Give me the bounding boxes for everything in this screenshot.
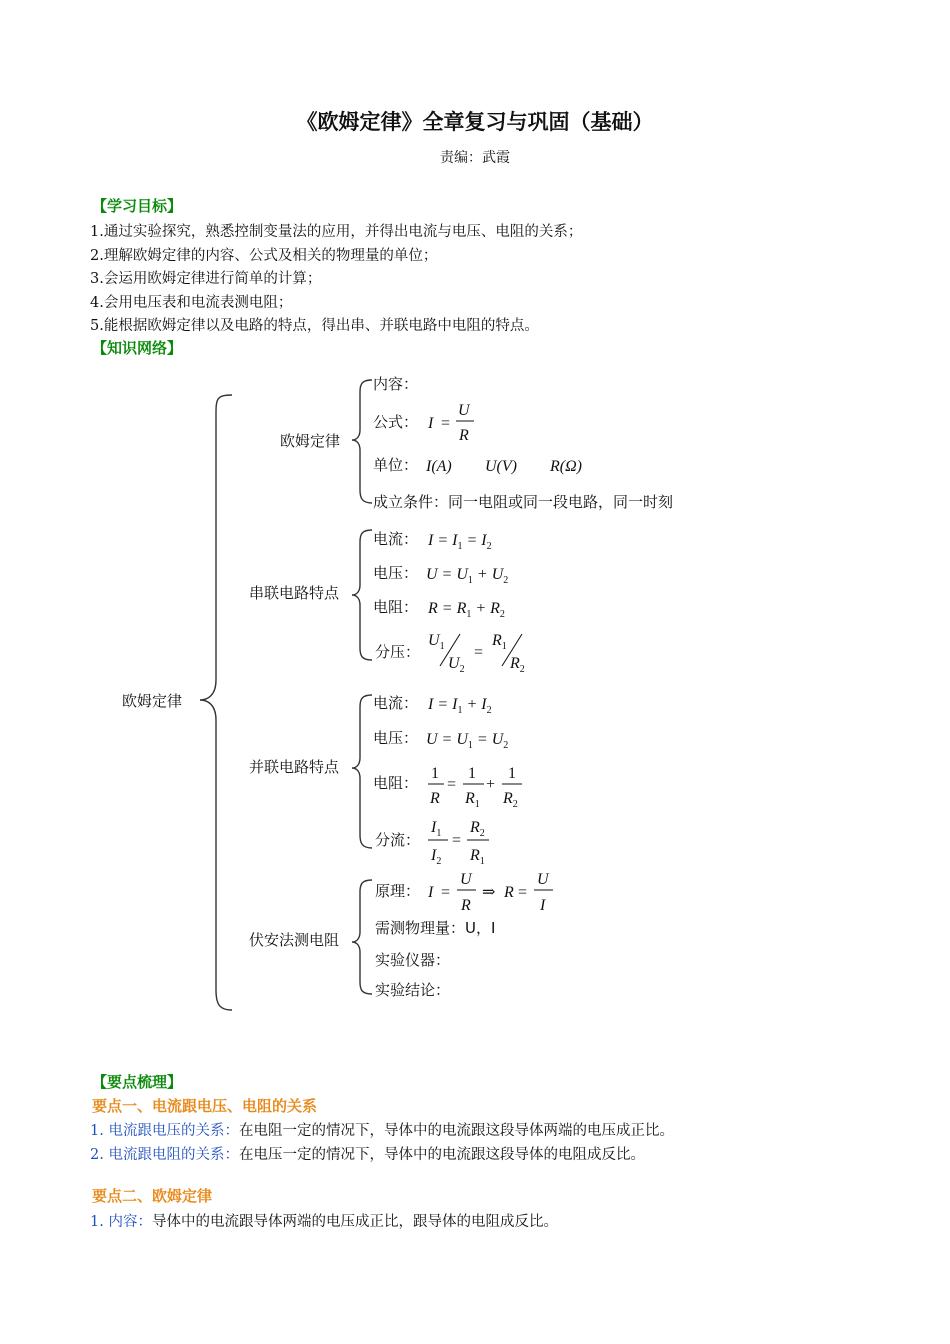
leaf: 电压：	[373, 564, 419, 582]
svg-text:R2: $R_2$	[503, 790, 518, 810]
svg-text:R1: $R_1$	[465, 790, 480, 810]
leaf: 公式：	[373, 413, 419, 431]
svg-text:=: =	[474, 644, 484, 661]
leaf: 电流：	[373, 530, 419, 548]
root-label: 欧姆定律	[122, 692, 183, 710]
svg-text:I2: $I_2$	[431, 847, 442, 867]
svg-text:1: 1	[468, 765, 476, 782]
svg-text:I: I	[540, 897, 546, 914]
goal-item: 4.会用电压表和电流表测电阻；	[90, 295, 293, 311]
leaf: 电阻：	[373, 774, 419, 792]
leaf: 电流：	[373, 694, 419, 712]
svg-text:=: =	[518, 884, 528, 901]
svg-text:1: 1	[508, 765, 516, 782]
leaf: 内容：	[373, 375, 419, 393]
svg-text:I = I1 + I2: $I = I_1 + I_2$	[428, 696, 492, 716]
svg-text:I: I	[428, 884, 434, 901]
branch-label-parallel: 并联电路特点	[249, 758, 340, 776]
svg-text:R2: $R_2$	[510, 655, 525, 675]
svg-text:U1: $U_1$	[428, 632, 445, 652]
goal-item: 3.会运用欧姆定律进行简单的计算；	[90, 271, 322, 287]
svg-text:=: =	[441, 415, 451, 432]
keypoint-item-text: 在电阻一定的情况下，导体中的电流跟这段导体两端的电压成正比。	[238, 1123, 674, 1139]
branch-brace	[352, 880, 372, 994]
goal-item: 5.能根据欧姆定律以及电路的特点，得出串、并联电路中电阻的特点。	[90, 318, 539, 334]
leaf: 电阻：	[373, 598, 419, 616]
goal-item: 2.理解欧姆定律的内容、公式及相关的物理量的单位；	[90, 248, 438, 264]
svg-text:1: 1	[431, 765, 439, 782]
leaf: 分压：	[375, 643, 421, 661]
frac-den: R	[459, 427, 469, 444]
svg-text:I: I	[428, 415, 434, 432]
author-line: 责编：武霞	[440, 150, 510, 166]
keypoint-2-title: 要点二、欧姆定律	[92, 1187, 213, 1205]
branch-label-voltammetry: 伏安法测电阻	[249, 931, 340, 949]
goal-item: 1.通过实验探究，熟悉控制变量法的应用，并得出电流与电压、电阻的关系；	[90, 224, 583, 240]
svg-text:R: R	[430, 790, 440, 807]
frac-num: U	[458, 402, 470, 419]
leaf: 电压：	[373, 729, 419, 747]
leaf: 实验结论：	[375, 981, 451, 999]
leaf: 单位：	[373, 456, 419, 474]
network-heading: 【知识网络】	[92, 339, 183, 357]
svg-text:U = U1 = U2: $U = U_1 = U_2$	[426, 731, 509, 751]
svg-text:=: =	[447, 776, 457, 793]
branch-label-series: 串联电路特点	[249, 584, 340, 602]
svg-text:R1: $R_1$	[470, 847, 485, 867]
keypoint-item-text: 导体中的电流跟导体两端的电压成正比，跟导体的电阻成反比。	[151, 1214, 558, 1230]
branch-label-ohm: 欧姆定律	[280, 432, 341, 450]
leaf: 需测物理量：U，I	[375, 919, 496, 937]
goals-heading: 【学习目标】	[92, 197, 183, 215]
unit-resistance: R(Ω)	[550, 458, 582, 475]
keypoint-item-label: 2. 电流跟电阻的关系：	[90, 1147, 239, 1163]
unit-current: I(A)	[426, 458, 452, 475]
branch-brace	[352, 695, 372, 848]
leaf: 原理：	[375, 882, 421, 900]
unit-voltage: U(V)	[485, 458, 517, 475]
keypoint-item-label: 1. 电流跟电压的关系：	[90, 1123, 239, 1139]
page-title: 《欧姆定律》全章复习与巩固（基础）	[296, 109, 654, 134]
keypoint-item-text: 在电压一定的情况下，导体中的电流跟这段导体的电阻成反比。	[238, 1147, 645, 1163]
svg-text:U2: $U_2$	[448, 655, 465, 675]
root-brace	[200, 395, 232, 1010]
svg-text:U: U	[537, 871, 549, 888]
keypoint-item	[90, 1119, 674, 1140]
svg-text:R1: $R_1$	[492, 632, 507, 652]
svg-text:U: U	[460, 871, 472, 888]
knowledge-network-diagram	[0, 360, 950, 1060]
svg-text:⇒: ⇒	[482, 884, 496, 901]
keypoint-1-title: 要点一、电流跟电压、电阻的关系	[92, 1097, 318, 1115]
keypoints-heading: 【要点梳理】	[92, 1073, 183, 1091]
branch-brace	[352, 530, 372, 660]
leaf: 实验仪器：	[375, 951, 451, 969]
svg-text:R: R	[461, 897, 471, 914]
keypoint-item-label: 1. 内容：	[90, 1214, 152, 1230]
branch-brace	[352, 380, 372, 503]
svg-text:=: =	[441, 884, 451, 901]
svg-text:R = R1 + R2: $R = R_1 + R_2$	[428, 600, 505, 620]
svg-text:I1: $I_1$	[431, 819, 442, 839]
svg-text:U = U1 + U2: $U = U_1 + U_2$	[426, 566, 509, 586]
svg-text:+: +	[486, 776, 496, 793]
leaf: 成立条件：同一电阻或同一段电路，同一时刻	[373, 493, 674, 511]
leaf: 分流：	[375, 831, 421, 849]
svg-text:I = I1 = I2: $I = I_1 = I_2$	[428, 532, 492, 552]
keypoint-item	[90, 1210, 558, 1231]
svg-text:R: R	[504, 884, 514, 901]
svg-text:=: =	[452, 832, 462, 849]
svg-text:R2: $R_2$	[470, 819, 485, 839]
keypoint-item	[90, 1143, 645, 1164]
